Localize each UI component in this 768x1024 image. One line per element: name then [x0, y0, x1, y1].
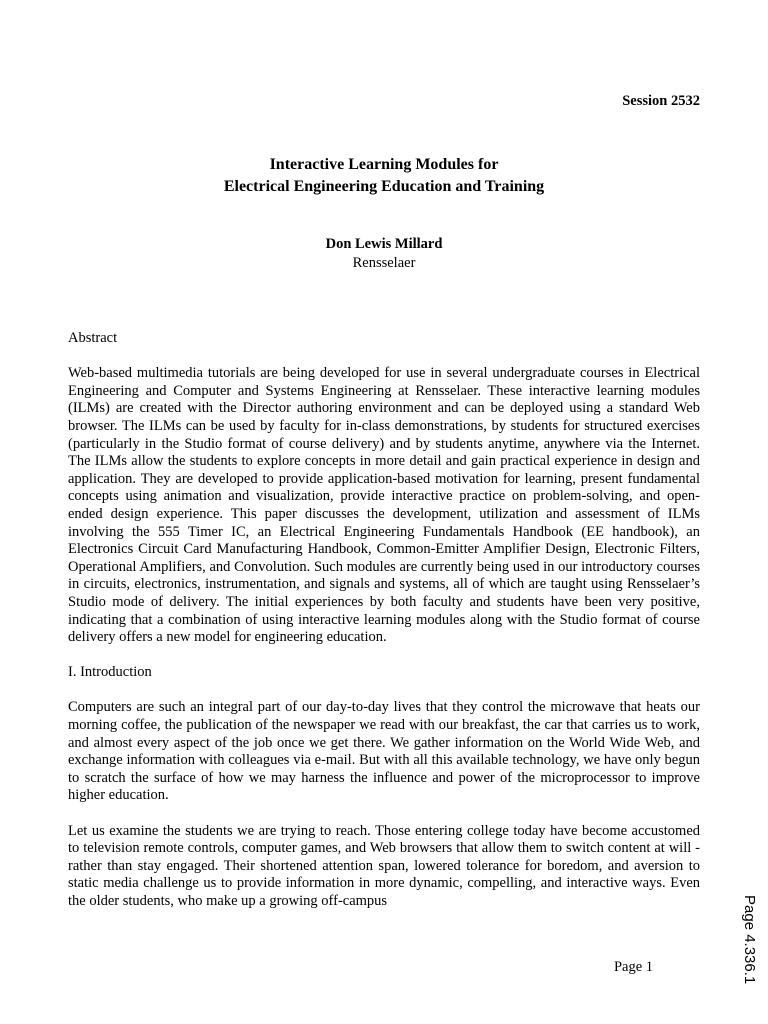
author-affiliation: Rensselaer	[352, 255, 416, 271]
paper-title	[0, 154, 768, 198]
abstract-paragraph: Web-based multimedia tutorials are being developed for use in several undergraduate courses in Electrical Engineering and Computer and Systems Engineering at Rensselaer. These interactive learning modules (ILMs) are created with the Director authoring environment and can be deployed using a standard Web browser. The ILMs can be used by faculty for in-class demonstrations, by students for structured exercises (particularly in the Studio format of course delivery) and by students anytime, anywhere via the Internet. The ILMs allow the students to explore concepts in more detail and gain practical experience in design and application. They are developed to provide application-based motivation for learning, present fundamental concepts using animation and visualization, provide interactive practice on problem-solving, and open-ended design experience. This paper discusses the development, utilization and assessment of ILMs involving the 555 Timer IC, an Electrical Engineering Fundamentals Handbook (EE handbook), an Electronics Circuit Card Manufacturing Handbook, Common-Emitter Amplifier Design, Electronic Filters, Operational Amplifiers, and Convolution. Such modules are currently being used in our introductory courses in circuits, electronics, instrumentation, and signals and systems, all of which are taught using Rensselaer’s Studio mode of delivery. The initial experiences by both faculty and students have been very positive, indicating that a combination of using interactive learning modules along with the Studio format of course delivery offers a new model for engineering education.	[68, 365, 700, 646]
title-line-1: Interactive Learning Modules for	[269, 156, 499, 173]
session-number: Session 2532	[622, 93, 700, 109]
author-name: Don Lewis Millard	[325, 236, 443, 252]
title-line-2: Electrical Engineering Education and Training	[223, 178, 545, 195]
author-block	[0, 235, 768, 273]
page-number: Page 1	[613, 959, 653, 975]
abstract-heading: Abstract	[68, 330, 118, 346]
body-text	[68, 330, 700, 928]
introduction-heading: I. Introduction	[68, 664, 152, 681]
introduction-paragraph-2: Let us examine the students we are trying to reach. Those entering college today have become accustomed to television remote controls, computer games, and Web browsers that allow them to switch content at will - rather than stay engaged. Their shortened attention span, lowered tolerance for boredom, and aversion to static media challenge us to provide information in more dynamic, compelling, and interactive ways. Even the older students, who make up a growing off-campus	[68, 822, 700, 909]
introduction-paragraph-1: Computers are such an integral part of our day-to-day lives that they control the microwave that heats our morning coffee, the publication of the newspaper we read with our breakfast, the car that carries us to work, and almost every aspect of the job once we get there. We gather information on the World Wide Web, and exchange information with colleagues via e-mail. But with all this available technology, we have only begun to scratch the surface of how we may harness the influence and power of the microprocessor to improve higher education.	[68, 699, 700, 804]
side-page-stamp: Page 4.336.1	[741, 895, 758, 985]
